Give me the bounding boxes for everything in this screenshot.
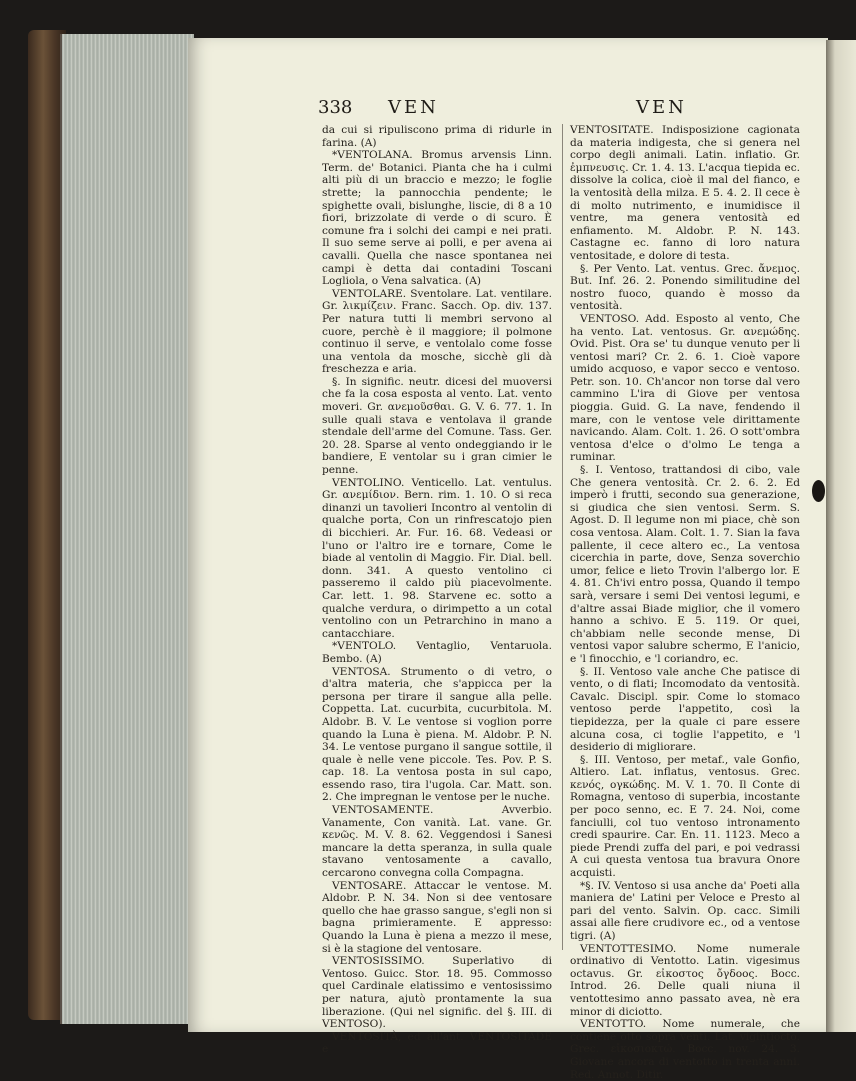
entry-paragraph: §. II. Ventoso vale anche Che patisce di vento, o di flati; Incomodato da ventosità. Cavalc. Discipl. spir. Come lo stomaco ventoso perde l'appetito, così la tiepidezza, per la quale ci pare essere alcuna cosa, ci toglie l'appetito, e 'l desiderio di migliorare. xyxy=(570,665,800,754)
entry-paragraph: VENTOLINO. Venticello. Lat. ventulus. Gr. ανεμίδιον. Bern. rim. 1. 10. O si reca dinanzi un tavolieri Incontro al ventolin di qualche porta, Con un rinfrescatojo pien di bicchieri. Ar. Fur. 16. 68. Vedeasi or l'uno or l'altro ire e tornare, Come le biade al ventolin di Maggio. Fir. Dial. bell. donn. 341. A questo ventolino ci passeremo il caldo più piacevolmente. Car. lett. 1. 98. Starvene ec. sotto a qualche verdura, o dirimpetto a un cotal ventolino con un Petrarchino in mano a cantacchiare. xyxy=(322,476,552,640)
right-column xyxy=(570,124,800,1081)
entry-paragraph: *VENTOLO. Ventaglio, Ventaruola. Bembo. (A) xyxy=(322,640,552,665)
running-head-left: VEN xyxy=(388,97,439,118)
binding-hole xyxy=(812,480,825,502)
page-edges xyxy=(60,34,194,1024)
facing-page-edge xyxy=(826,40,856,1032)
column-divider xyxy=(562,124,563,950)
entry-paragraph: §. III. Ventoso, per metaf., vale Gonfio, Altiero. Lat. inflatus, ventosus. Grec. κενός, ογκώδης. M. V. 1. 70. Il Conte di Romagna, ventoso di superbia, incostante per poco senno, ec. E 7. 24. Noi, come fanciulli, col tuo ventoso intronamento credi spaurire. Car. En. 11. 1123. Meco a piede Prendi zuffa del pari, e poi vedrassi A cui questa ventosa tua bravura Onore acquisti. xyxy=(570,753,800,880)
entry-paragraph: VENTOTTO. Nome numerale, che contiene otto sopra venti. Lat. vigintiocto. Grec. εἰκοσιοκτώ. Bocc. nov. 24. 3. Giovane ancora di ventotto in trenta anni. Red. Annot. Ditir. xyxy=(570,1018,800,1081)
entry-paragraph: VENTOSITÀ, ed all'ant. VENTOSITADE e xyxy=(322,1030,552,1056)
entry-paragraph: §. In signific. neutr. dicesi del muoversi che fa la cosa esposta al vento. Lat. vento moveri. Gr. ανεμοῦσθαι. G. V. 6. 77. 1. In sulle quali stava e ventolava il grande stendale dell'arme del Comune. Tass. Ger. 20. 28. Sparse al vento ondeggiando ir le bandiere, E ventolar su i gran cimier le penne. xyxy=(322,375,552,477)
entry-paragraph: VENTOSISSIMO. Superlativo di Ventoso. Guicc. Stor. 18. 95. Commosso quel Cardinale elatissimo e ventosissimo per natura, ajutò prontamente la sua liberazione. (Qui nel signific. del §. III. di VENTOSO). xyxy=(322,955,552,1031)
entry-paragraph: §. I. Ventoso, trattandosi di cibo, vale Che genera ventosità. Cr. 2. 6. 2. Ed imperò i frutti, secondo sua generazione, si giudica che sien ventosi. Serm. S. Agost. D. Il legume non mi piace, chè son cosa ventosa. Alam. Colt. 1. 7. Sian la fava pallente, il cece altero ec., La ventosa cicerchia in parte, dove, Senza soverchio umor, felice e lieto Trovin l'albergo lor. E 4. 81. Ch'ivi entro possa, Quando il tempo sarà, versare i semi Dei ventosi legumi, e d'altre assai Biade miglior, che il vomero hanno a schivo. E 5. 119. Or quei, ch'abbiam nelle seconde mense, Di ventosi vapor salubre schermo, E l'anicio, e 'l finocchio, e 'l coriandro, ec. xyxy=(570,464,800,665)
entry-paragraph: *VENTOLANA. Bromus arvensis Linn. Term. de' Botanici. Pianta che ha i culmi alti più di un braccio e mezzo; le foglie strette; la pannocchia pendente; le spighette ovali, bislunghe, liscie, di 8 a 10 fiori, brizzolate di verde o di scuro. È comune fra i solchi dei campi e nei prati. Il suo seme serve ai polli, e per avena ai cavalli. Quella che nasce spontanea nei campi è detta dai contadini Toscani Logliola, o Vena salvatica. (A) xyxy=(322,149,552,288)
entry-paragraph: da cui si ripuliscono prima di ridurle in farina. (A) xyxy=(322,124,552,149)
entry-paragraph: VENTOTTESIMO. Nome numerale ordinativo di Ventotto. Latin. vigesimus octavus. Gr. εἰκοστος ὄγδοος. Bocc. Introd. 26. Delle quali niuna il ventottesimo anno passato avea, nè era minor di diciotto. xyxy=(570,942,800,1018)
entry-paragraph: VENTOSITATE. Indisposizione cagionata da materia indigesta, che si genera nel corpo degli animali. Latin. inflatio. Gr. ἐμπνευσις. Cr. 1. 4. 13. L'acqua tiepida ec. dissolve la colica, cioè il mal del fianco, e la ventosità della milza. E 5. 4. 2. Il cece è di molto nutrimento, e inumidisce il ventre, ma genera ventosità ed enfiamento. M. Aldobr. P. N. 143. Castagne ec. fanno di loro natura ventositade, e dolore di testa. xyxy=(570,124,800,262)
entry-paragraph: VENTOLARE. Sventolare. Lat. ventilare. Gr. λικμίζειν. Franc. Sacch. Op. div. 137. Per natura tutti li membri servono al cuore, perchè è il maggiore; il polmone continuo il serve, e ventolalo come fosse una ventola da mosche, sicchè gli dà freschezza e aria. xyxy=(322,287,552,376)
running-head-right: VEN xyxy=(636,97,687,118)
entry-paragraph: *§. IV. Ventoso si usa anche da' Poeti alla maniera de' Latini per Veloce e Presto al pari del vento. Salvin. Op. cacc. Simili assai alle fiere crudivore ec., od a ventose tigri. (A) xyxy=(570,879,800,942)
left-column xyxy=(322,124,552,1056)
entry-paragraph: VENTOSAMENTE. Avverbio. Vanamente, Con vanità. Lat. vane. Gr. κενῶς. M. V. 8. 62. Veggendosi i Sanesi mancare la detta speranza, in sulla quale stavano ventosamente a cavallo, cercarono convegna colla Compagna. xyxy=(322,804,552,880)
entry-paragraph: §. Per Vento. Lat. ventus. Grec. ἄνεμος. But. Inf. 26. 2. Ponendo similitudine del nostro fuoco, quando è mosso da ventosità. xyxy=(570,262,800,313)
page-number: 338 xyxy=(318,97,353,118)
entry-paragraph: VENTOSO. Add. Esposto al vento, Che ha vento. Lat. ventosus. Gr. ανεμώδης. Ovid. Pist. Ora se' tu dunque venuto per li ventosi mari? Cr. 2. 6. 1. Cioè vapore umido acquoso, e vapor secco e ventoso. Petr. son. 10. Ch'ancor non torse dal vero cammino L'ira di Giove per ventosa pioggia. Guid. G. La nave, fendendo il mare, con le ventose vele dirittamente navicando. Alam. Colt. 1. 26. O sott'ombra ventosa d'elce o d'olmo Le tenga a ruminar. xyxy=(570,312,800,464)
entry-paragraph: VENTOSARE. Attaccar le ventose. M. Aldobr. P. N. 34. Non si dee ventosare quello che hae grasso sangue, s'egli non si bagna primieramente. E appresso: Quando la Luna è piena a mezzo il mese, si è la stagione del ventosare. xyxy=(322,879,552,955)
entry-paragraph: VENTOSA. Strumento o di vetro, o d'altra materia, che s'appicca per la persona per tirare il sangue alla pelle. Coppetta. Lat. cucurbita, cucurbitola. M. Aldobr. B. V. Le ventose si voglion porre quando la Luna è piena. M. Aldobr. P. N. 34. Le ventose purgano il sangue sottile, il quale è nelle vene piccole. Tes. Pov. P. S. cap. 18. La ventosa posta in sul capo, essendo raso, tira l'ugola. Car. Matt. son. 2. Che impregnan le ventose per le nuche. xyxy=(322,665,552,804)
